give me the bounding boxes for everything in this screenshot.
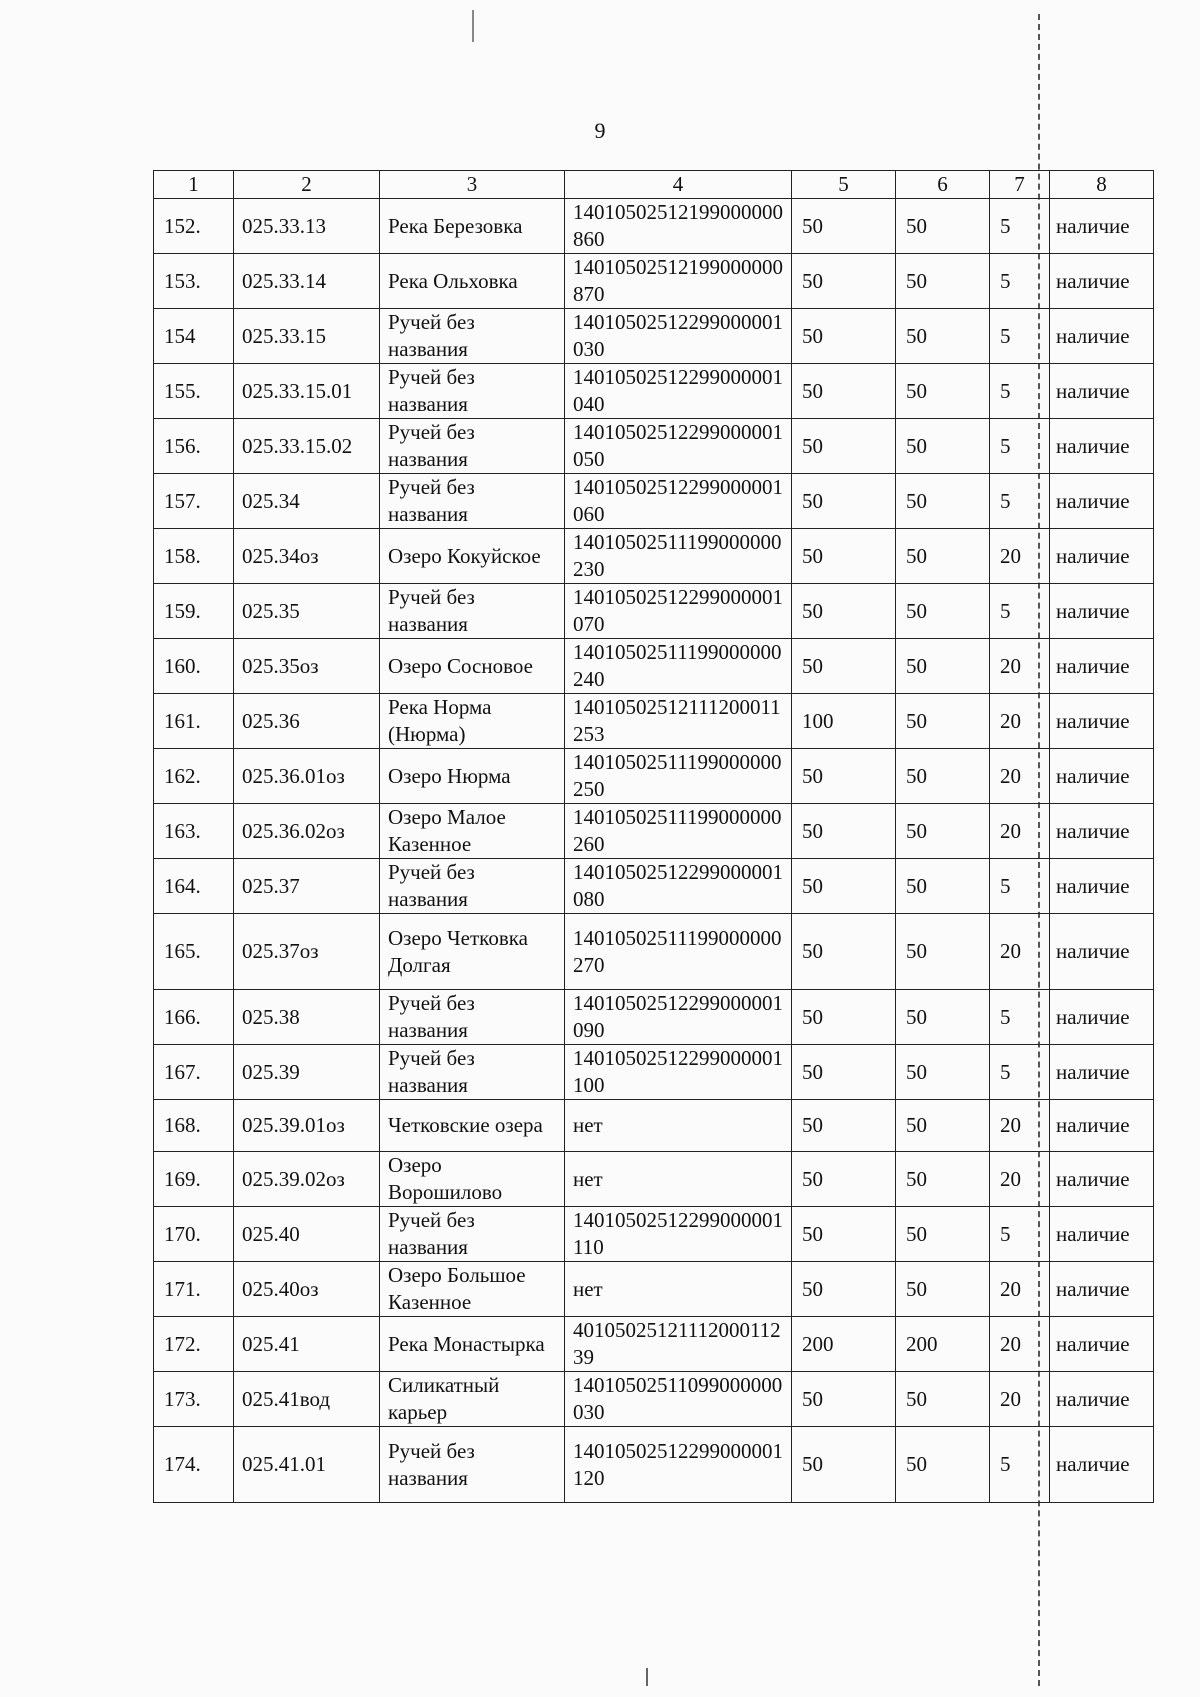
water-bodies-table [153, 170, 1154, 1503]
registry-code-cell: 14010502512299000001080 [565, 859, 792, 914]
object-name-cell: Ручей без названия [380, 584, 565, 639]
value-5-cell: 50 [792, 584, 896, 639]
object-name-cell: Озеро Четковка Долгая [380, 914, 565, 990]
object-code-cell: 025.33.15.02 [234, 419, 380, 474]
status-cell: наличие [1050, 990, 1154, 1045]
registry-code-cell: 14010502512199000000860 [565, 199, 792, 254]
value-6-cell: 50 [896, 364, 990, 419]
value-5-cell: 50 [792, 1100, 896, 1152]
value-7-cell: 5 [990, 859, 1050, 914]
row-number-cell: 169. [154, 1152, 234, 1207]
table-row [154, 584, 1154, 639]
table-row [154, 419, 1154, 474]
column-header: 4 [565, 171, 792, 199]
object-code-cell: 025.34 [234, 474, 380, 529]
status-cell: наличие [1050, 914, 1154, 990]
registry-code-cell: 14010502512299000001120 [565, 1427, 792, 1503]
value-6-cell: 50 [896, 694, 990, 749]
status-cell: наличие [1050, 1262, 1154, 1317]
value-5-cell: 200 [792, 1317, 896, 1372]
value-6-cell: 50 [896, 1372, 990, 1427]
registry-code-cell: нет [565, 1262, 792, 1317]
status-cell: наличие [1050, 1045, 1154, 1100]
value-6-cell: 50 [896, 309, 990, 364]
value-6-cell: 50 [896, 1152, 990, 1207]
value-6-cell: 50 [896, 914, 990, 990]
object-name-cell: Ручей без названия [380, 419, 565, 474]
table-row [154, 1262, 1154, 1317]
value-7-cell: 20 [990, 749, 1050, 804]
registry-code-cell: 14010502511199000000240 [565, 639, 792, 694]
value-5-cell: 50 [792, 529, 896, 584]
row-number-cell: 158. [154, 529, 234, 584]
row-number-cell: 155. [154, 364, 234, 419]
value-5-cell: 50 [792, 804, 896, 859]
object-name-cell: Озеро Малое Казенное [380, 804, 565, 859]
registry-code-cell: 14010502512299000001040 [565, 364, 792, 419]
table-row [154, 474, 1154, 529]
value-7-cell: 5 [990, 254, 1050, 309]
value-7-cell: 5 [990, 990, 1050, 1045]
value-7-cell: 5 [990, 584, 1050, 639]
row-number-cell: 174. [154, 1427, 234, 1503]
value-7-cell: 5 [990, 474, 1050, 529]
registry-code-cell: 14010502512299000001050 [565, 419, 792, 474]
object-name-cell: Озеро Сосновое [380, 639, 565, 694]
column-header: 2 [234, 171, 380, 199]
object-name-cell: Озеро Ворошилово [380, 1152, 565, 1207]
value-6-cell: 50 [896, 254, 990, 309]
table-row [154, 1045, 1154, 1100]
object-name-cell: Озеро Кокуйское [380, 529, 565, 584]
object-code-cell: 025.35оз [234, 639, 380, 694]
object-name-cell: Озеро Нюрма [380, 749, 565, 804]
value-6-cell: 50 [896, 804, 990, 859]
status-cell: наличие [1050, 309, 1154, 364]
object-code-cell: 025.39 [234, 1045, 380, 1100]
object-code-cell: 025.38 [234, 990, 380, 1045]
object-name-cell: Ручей без названия [380, 1045, 565, 1100]
value-5-cell: 50 [792, 859, 896, 914]
object-name-cell: Ручей без названия [380, 990, 565, 1045]
status-cell: наличие [1050, 529, 1154, 584]
value-5-cell: 50 [792, 639, 896, 694]
object-name-cell: Озеро Большое Казенное [380, 1262, 565, 1317]
table-row [154, 990, 1154, 1045]
table-row [154, 1100, 1154, 1152]
registry-code-cell: 14010502511199000000270 [565, 914, 792, 990]
object-code-cell: 025.41 [234, 1317, 380, 1372]
status-cell: наличие [1050, 1100, 1154, 1152]
registry-code-cell: 14010502512199000000870 [565, 254, 792, 309]
object-code-cell: 025.33.14 [234, 254, 380, 309]
registry-code-cell: 14010502511199000000250 [565, 749, 792, 804]
object-code-cell: 025.35 [234, 584, 380, 639]
registry-code-cell: нет [565, 1100, 792, 1152]
value-6-cell: 50 [896, 529, 990, 584]
table-row [154, 254, 1154, 309]
value-5-cell: 50 [792, 1262, 896, 1317]
status-cell: наличие [1050, 694, 1154, 749]
row-number-cell: 170. [154, 1207, 234, 1262]
object-code-cell: 025.36.02оз [234, 804, 380, 859]
value-5-cell: 50 [792, 1207, 896, 1262]
table-row [154, 1372, 1154, 1427]
row-number-cell: 172. [154, 1317, 234, 1372]
object-code-cell: 025.40оз [234, 1262, 380, 1317]
value-5-cell: 50 [792, 364, 896, 419]
object-code-cell: 025.33.15 [234, 309, 380, 364]
row-number-cell: 167. [154, 1045, 234, 1100]
value-6-cell: 50 [896, 1262, 990, 1317]
registry-code-cell: нет [565, 1152, 792, 1207]
row-number-cell: 157. [154, 474, 234, 529]
row-number-cell: 153. [154, 254, 234, 309]
value-5-cell: 50 [792, 914, 896, 990]
row-number-cell: 152. [154, 199, 234, 254]
object-code-cell: 025.37 [234, 859, 380, 914]
table-row [154, 859, 1154, 914]
value-7-cell: 20 [990, 1100, 1050, 1152]
object-name-cell: Силикатный карьер [380, 1372, 565, 1427]
registry-code-cell: 14010502511099000000030 [565, 1372, 792, 1427]
value-7-cell: 5 [990, 1427, 1050, 1503]
status-cell: наличие [1050, 1317, 1154, 1372]
status-cell: наличие [1050, 1207, 1154, 1262]
value-6-cell: 50 [896, 199, 990, 254]
value-7-cell: 20 [990, 914, 1050, 990]
table-row [154, 639, 1154, 694]
registry-code-cell: 4010502512111200011239 [565, 1317, 792, 1372]
value-7-cell: 5 [990, 1045, 1050, 1100]
row-number-cell: 159. [154, 584, 234, 639]
column-header: 5 [792, 171, 896, 199]
registry-code-cell: 14010502511199000000230 [565, 529, 792, 584]
status-cell: наличие [1050, 254, 1154, 309]
registry-code-cell: 14010502512299000001070 [565, 584, 792, 639]
status-cell: наличие [1050, 1427, 1154, 1503]
value-7-cell: 20 [990, 694, 1050, 749]
value-5-cell: 100 [792, 694, 896, 749]
value-6-cell: 50 [896, 859, 990, 914]
row-number-cell: 162. [154, 749, 234, 804]
registry-code-cell: 14010502512299000001060 [565, 474, 792, 529]
row-number-cell: 164. [154, 859, 234, 914]
object-code-cell: 025.33.13 [234, 199, 380, 254]
value-6-cell: 50 [896, 1207, 990, 1262]
value-5-cell: 50 [792, 254, 896, 309]
registry-code-cell: 14010502512299000001090 [565, 990, 792, 1045]
value-6-cell: 50 [896, 1427, 990, 1503]
value-6-cell: 50 [896, 990, 990, 1045]
status-cell: наличие [1050, 749, 1154, 804]
object-code-cell: 025.34оз [234, 529, 380, 584]
value-7-cell: 20 [990, 1262, 1050, 1317]
value-5-cell: 50 [792, 1152, 896, 1207]
registry-code-cell: 14010502512299000001100 [565, 1045, 792, 1100]
object-name-cell: Ручей без названия [380, 859, 565, 914]
object-name-cell: Ручей без названия [380, 1207, 565, 1262]
table-row [154, 1427, 1154, 1503]
row-number-cell: 156. [154, 419, 234, 474]
column-header: 8 [1050, 171, 1154, 199]
value-5-cell: 50 [792, 419, 896, 474]
value-6-cell: 50 [896, 1100, 990, 1152]
value-6-cell: 50 [896, 584, 990, 639]
status-cell: наличие [1050, 474, 1154, 529]
object-code-cell: 025.39.02оз [234, 1152, 380, 1207]
column-header: 6 [896, 171, 990, 199]
page-number: 9 [594, 118, 606, 143]
row-number-cell: 163. [154, 804, 234, 859]
table-row [154, 529, 1154, 584]
value-5-cell: 50 [792, 474, 896, 529]
value-7-cell: 5 [990, 419, 1050, 474]
object-name-cell: Четковские озера [380, 1100, 565, 1152]
value-5-cell: 50 [792, 1427, 896, 1503]
object-code-cell: 025.33.15.01 [234, 364, 380, 419]
object-code-cell: 025.36.01оз [234, 749, 380, 804]
row-number-cell: 165. [154, 914, 234, 990]
value-6-cell: 50 [896, 749, 990, 804]
status-cell: наличие [1050, 584, 1154, 639]
status-cell: наличие [1050, 364, 1154, 419]
table-row [154, 199, 1154, 254]
value-7-cell: 5 [990, 309, 1050, 364]
table-row [154, 804, 1154, 859]
table-row [154, 309, 1154, 364]
object-name-cell: Река Березовка [380, 199, 565, 254]
object-name-cell: Ручей без названия [380, 474, 565, 529]
scan-mark-top [472, 10, 474, 42]
table-body [154, 199, 1154, 1503]
object-code-cell: 025.41вод [234, 1372, 380, 1427]
object-code-cell: 025.40 [234, 1207, 380, 1262]
value-7-cell: 20 [990, 1152, 1050, 1207]
object-code-cell: 025.37оз [234, 914, 380, 990]
column-header: 1 [154, 171, 234, 199]
value-6-cell: 50 [896, 1045, 990, 1100]
row-number-cell: 154 [154, 309, 234, 364]
value-7-cell: 20 [990, 1317, 1050, 1372]
value-7-cell: 5 [990, 364, 1050, 419]
table-row [154, 364, 1154, 419]
row-number-cell: 171. [154, 1262, 234, 1317]
value-5-cell: 50 [792, 749, 896, 804]
value-7-cell: 20 [990, 1372, 1050, 1427]
value-5-cell: 50 [792, 199, 896, 254]
object-name-cell: Ручей без названия [380, 309, 565, 364]
value-6-cell: 200 [896, 1317, 990, 1372]
value-7-cell: 20 [990, 804, 1050, 859]
object-name-cell: Ручей без названия [380, 1427, 565, 1503]
object-code-cell: 025.41.01 [234, 1427, 380, 1503]
object-code-cell: 025.36 [234, 694, 380, 749]
value-6-cell: 50 [896, 639, 990, 694]
table-header-row [154, 171, 1154, 199]
value-7-cell: 5 [990, 199, 1050, 254]
registry-code-cell: 14010502512299000001110 [565, 1207, 792, 1262]
row-number-cell: 166. [154, 990, 234, 1045]
scan-mark-bottom [646, 1668, 648, 1686]
row-number-cell: 168. [154, 1100, 234, 1152]
status-cell: наличие [1050, 859, 1154, 914]
status-cell: наличие [1050, 199, 1154, 254]
value-7-cell: 5 [990, 1207, 1050, 1262]
registry-code-cell: 14010502512111200011253 [565, 694, 792, 749]
table-row [154, 694, 1154, 749]
object-name-cell: Река Монастырка [380, 1317, 565, 1372]
value-6-cell: 50 [896, 474, 990, 529]
object-name-cell: Ручей без названия [380, 364, 565, 419]
status-cell: наличие [1050, 639, 1154, 694]
row-number-cell: 160. [154, 639, 234, 694]
row-number-cell: 161. [154, 694, 234, 749]
value-5-cell: 50 [792, 309, 896, 364]
status-cell: наличие [1050, 1152, 1154, 1207]
table-row [154, 914, 1154, 990]
status-cell: наличие [1050, 419, 1154, 474]
object-code-cell: 025.39.01оз [234, 1100, 380, 1152]
status-cell: наличие [1050, 1372, 1154, 1427]
table-row [154, 1152, 1154, 1207]
table-row [154, 749, 1154, 804]
value-5-cell: 50 [792, 1372, 896, 1427]
registry-code-cell: 14010502511199000000260 [565, 804, 792, 859]
value-7-cell: 20 [990, 639, 1050, 694]
column-header: 3 [380, 171, 565, 199]
value-7-cell: 20 [990, 529, 1050, 584]
column-header: 7 [990, 171, 1050, 199]
object-name-cell: Река Ольховка [380, 254, 565, 309]
table-row [154, 1317, 1154, 1372]
table-row [154, 1207, 1154, 1262]
object-name-cell: Река Норма (Нюрма) [380, 694, 565, 749]
registry-code-cell: 14010502512299000001030 [565, 309, 792, 364]
value-5-cell: 50 [792, 1045, 896, 1100]
row-number-cell: 173. [154, 1372, 234, 1427]
status-cell: наличие [1050, 804, 1154, 859]
value-6-cell: 50 [896, 419, 990, 474]
value-5-cell: 50 [792, 990, 896, 1045]
